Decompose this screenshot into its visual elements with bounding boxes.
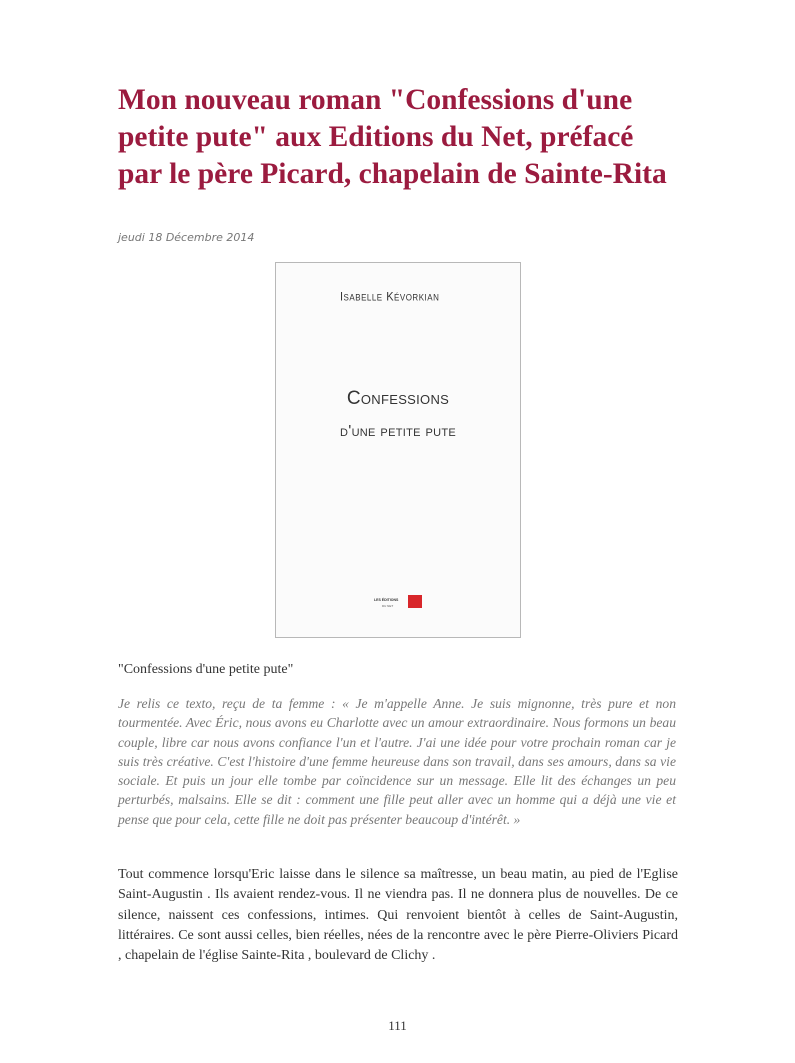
publisher-logo-mark: [408, 595, 422, 608]
publisher-logo-sub: DU NET: [382, 604, 394, 608]
body-paragraph: Tout commence lorsqu'Eric laisse dans le silence sa maîtresse, un beau matin, au pied de l'Eglise Saint-Augustin . Ils avaient rendez-vous. Il ne viendra pas. Il ne donnera plus de nouvelles. De ce silence, naissent ces confessions, intimes. Qui renvoient bientôt à celles de Saint-Augustin, littéraires. Ce sont aussi celles, bien réelles, nées de la rencontre avec le père Pierre-Oliviers Picard , chapelain de l'église Sainte-Rita , boulevard de Clichy .: [118, 867, 678, 964]
book-title-line1: Confessions: [346, 388, 450, 409]
post-date: jeudi 18 Décembre 2014: [118, 231, 255, 244]
page-number: 111: [388, 1018, 407, 1033]
image-caption: "Confessions d'une petite pute": [118, 662, 294, 677]
publisher-logo-text: LES ÉDITIONS: [374, 598, 399, 602]
page-title: Mon nouveau roman "Confessions d'une petite pute" aux Editions du Net, préfacé par le père Picard, chapelain de Sainte-Rita: [118, 84, 667, 190]
book-cover-image: [275, 262, 521, 638]
publisher-logo: [374, 595, 422, 609]
quote-text: Je relis ce texto, reçu de ta femme : « Je m'appelle Anne. Je suis mignonne, très pure et non tourmentée. Avec Éric, nous avons eu Charlotte avec un amour extraordinaire. Nous formons un beau couple, libre car nous avons confiance l'un et l'autre. J'ai une idée pour votre prochain roman car je suis très créative. C'est l'histoire d'une femme heureuse dans son travail, dans ses amours, dans sa vie sociale. Et puis un jour elle tombe par coïncidence sur un message. Elle lit des échanges un peu perturbés, malsains. Elle se dit : comment une fille peut aller avec un homme qui a déjà une vie et pense que pour cela, cette fille ne doit pas présenter beaucoup d'intérêt. »: [118, 696, 676, 827]
book-title-line2: d'une petite pute: [339, 423, 457, 440]
book-author: Isabelle Kévorkian: [340, 290, 440, 304]
